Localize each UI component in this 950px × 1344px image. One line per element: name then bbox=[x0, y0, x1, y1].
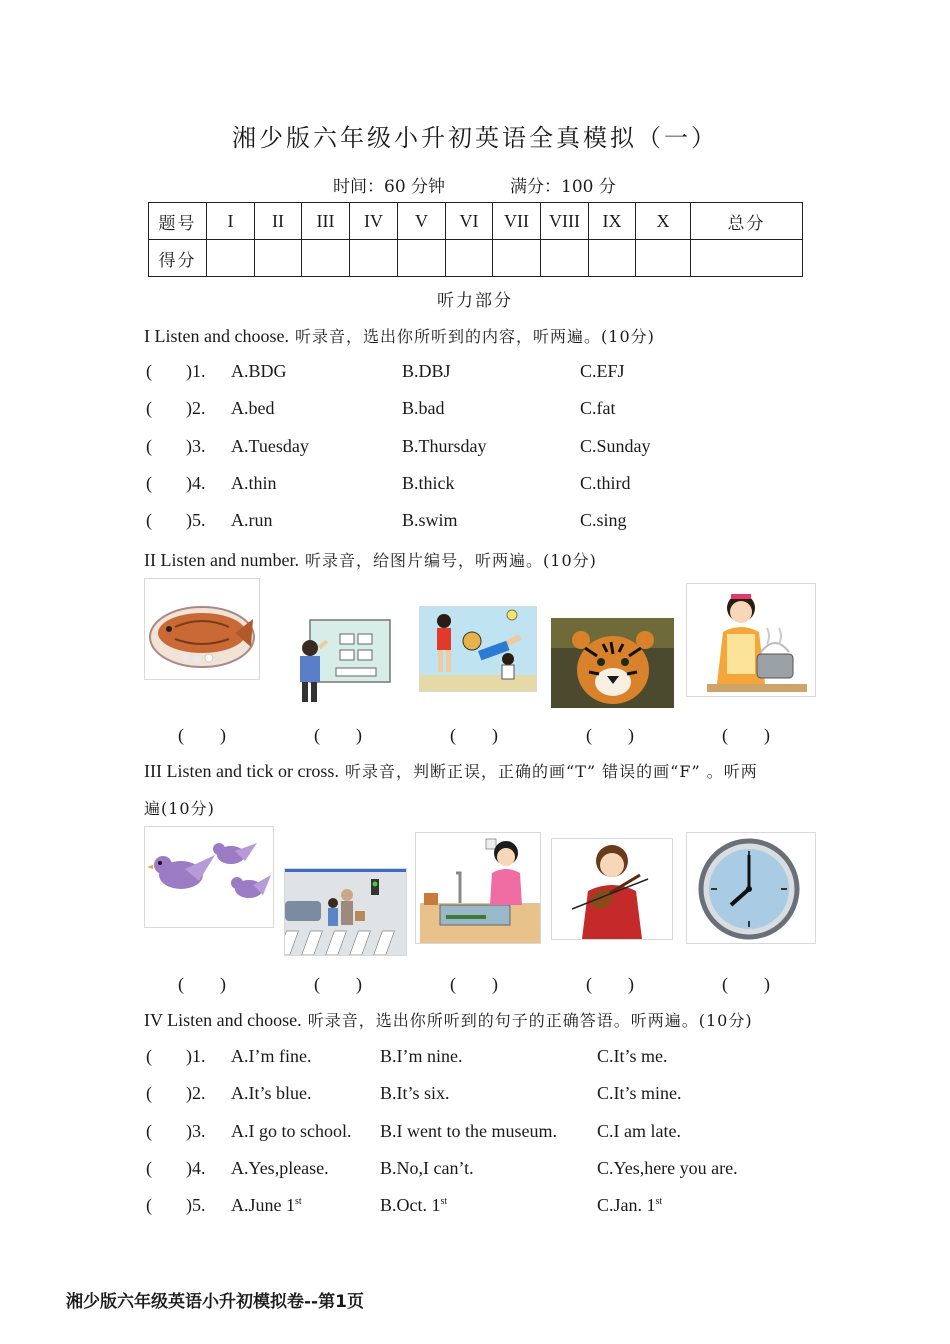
option-b bbox=[380, 1195, 447, 1216]
option-b: B.DBJ bbox=[402, 361, 451, 381]
answer-blank[interactable]: ( ) bbox=[586, 725, 634, 745]
kids-sports-picture bbox=[419, 606, 537, 692]
score-table-col-total: 总分 bbox=[691, 203, 803, 240]
answer-paren[interactable]: ( bbox=[146, 1121, 152, 1141]
section1-heading-cn: 听录音，选出你所听到的内容，听两遍。(10分) bbox=[288, 327, 655, 346]
tiger-picture bbox=[551, 618, 674, 708]
clock-picture bbox=[686, 832, 816, 944]
answer-blank[interactable]: ( ) bbox=[722, 725, 770, 745]
option-c bbox=[597, 1195, 662, 1216]
question-number: )3. bbox=[186, 1121, 206, 1141]
option-a: A.BDG bbox=[231, 361, 287, 381]
question-number: )1. bbox=[186, 1046, 206, 1066]
option-b: B.bad bbox=[402, 398, 445, 418]
score-cell[interactable] bbox=[493, 240, 541, 277]
option-a: A.Yes,please. bbox=[231, 1158, 329, 1178]
option-c: C.I am late. bbox=[597, 1121, 681, 1141]
score-table-score-row bbox=[149, 240, 803, 277]
fish-dish-picture bbox=[144, 578, 260, 680]
score-cell[interactable] bbox=[636, 240, 691, 277]
ordinal-suffix: st bbox=[295, 1196, 302, 1207]
score-cell[interactable] bbox=[255, 240, 302, 277]
answer-paren[interactable]: ( bbox=[146, 1195, 152, 1215]
listening-heading: 听力部分 bbox=[437, 291, 513, 311]
section3-heading bbox=[144, 759, 758, 782]
answer-paren[interactable]: ( bbox=[146, 1046, 152, 1066]
score-cell[interactable] bbox=[541, 240, 589, 277]
score-table-col: IV bbox=[350, 203, 398, 240]
answer-paren[interactable]: ( bbox=[146, 473, 152, 493]
girl-washing-picture bbox=[415, 832, 541, 944]
option-b-text: B.Oct. 1 bbox=[380, 1195, 441, 1215]
option-b: B.thick bbox=[402, 473, 455, 493]
option-c: C.third bbox=[580, 473, 631, 493]
option-c: C.fat bbox=[580, 398, 616, 418]
girl-violin-picture bbox=[551, 838, 673, 940]
score-table-col: III bbox=[302, 203, 350, 240]
option-a: A.run bbox=[231, 510, 273, 530]
section4-heading-en: IV Listen and choose. bbox=[144, 1010, 302, 1030]
answer-paren[interactable]: ( bbox=[146, 361, 152, 381]
score-table bbox=[148, 202, 803, 277]
score-cell[interactable] bbox=[207, 240, 255, 277]
option-b: B.I went to the museum. bbox=[380, 1121, 557, 1141]
ordinal-suffix: st bbox=[655, 1196, 663, 1207]
score-cell[interactable] bbox=[589, 240, 636, 277]
page-footer: 湘少版六年级英语小升初模拟卷--第1页 bbox=[66, 1292, 364, 1312]
section3-heading-cn2: 遍(10分) bbox=[144, 799, 215, 818]
option-a-text: A.June 1 bbox=[231, 1195, 295, 1215]
question-number: )1. bbox=[186, 361, 206, 381]
option-a: A.bed bbox=[231, 398, 275, 418]
score-cell[interactable] bbox=[691, 240, 803, 277]
answer-blank[interactable]: ( ) bbox=[450, 974, 498, 994]
option-b: B.I’m nine. bbox=[380, 1046, 463, 1066]
answer-blank[interactable]: ( ) bbox=[450, 725, 498, 745]
option-b: B.Thursday bbox=[402, 436, 487, 456]
answer-paren[interactable]: ( bbox=[146, 1083, 152, 1103]
ordinal-suffix: st bbox=[440, 1196, 448, 1207]
answer-paren[interactable]: ( bbox=[146, 1158, 152, 1178]
score-table-col: I bbox=[207, 203, 255, 240]
option-c: C.Sunday bbox=[580, 436, 651, 456]
question-number: )4. bbox=[186, 473, 206, 493]
option-c: C.sing bbox=[580, 510, 627, 530]
answer-paren[interactable]: ( bbox=[146, 510, 152, 530]
score-table-col: IX bbox=[589, 203, 636, 240]
answer-blank[interactable]: ( ) bbox=[178, 725, 226, 745]
answer-blank[interactable]: ( ) bbox=[314, 974, 362, 994]
option-c: C.Yes,here you are. bbox=[597, 1158, 738, 1178]
score-cell[interactable] bbox=[446, 240, 493, 277]
option-c-text: C.Jan. 1 bbox=[597, 1195, 656, 1215]
score-cell[interactable] bbox=[350, 240, 398, 277]
section3-heading-en: III Listen and tick or cross. bbox=[144, 761, 339, 781]
score-table-col: V bbox=[398, 203, 446, 240]
birds-picture bbox=[144, 826, 274, 928]
option-a: A.I go to school. bbox=[231, 1121, 352, 1141]
section4-heading-cn: 听录音，选出你所听到的句子的正确答语。听两遍。(10分) bbox=[301, 1011, 753, 1030]
score-table-col: II bbox=[255, 203, 302, 240]
question-number: )2. bbox=[186, 398, 206, 418]
section3-heading-cn: 听录音，判断正误，正确的画“T” 错误的画“F” 。听两 bbox=[338, 762, 758, 781]
option-a: A.thin bbox=[231, 473, 277, 493]
section2-heading-en: II Listen and number. bbox=[144, 550, 299, 570]
option-a: A.I’m fine. bbox=[231, 1046, 312, 1066]
boy-at-board-picture bbox=[296, 616, 392, 704]
option-c: C.It’s me. bbox=[597, 1046, 668, 1066]
answer-blank[interactable]: ( ) bbox=[178, 974, 226, 994]
exam-time: 时间：60 分钟 bbox=[333, 177, 446, 197]
section3-heading-cont bbox=[144, 796, 215, 819]
option-a bbox=[231, 1195, 302, 1216]
section1-heading bbox=[144, 324, 655, 347]
option-c: C.It’s mine. bbox=[597, 1083, 682, 1103]
crossing-street-picture bbox=[284, 868, 407, 956]
score-cell[interactable] bbox=[398, 240, 446, 277]
question-number: )4. bbox=[186, 1158, 206, 1178]
option-c: C.EFJ bbox=[580, 361, 625, 381]
section2-heading-cn: 听录音，给图片编号，听两遍。(10分) bbox=[298, 551, 597, 570]
score-table-row-label: 题号 bbox=[149, 203, 207, 240]
question-number: )5. bbox=[186, 1195, 206, 1215]
section2-heading bbox=[144, 548, 597, 571]
score-table-col: X bbox=[636, 203, 691, 240]
question-number: )3. bbox=[186, 436, 206, 456]
score-table-col: VII bbox=[493, 203, 541, 240]
exam-full-score: 满分：100 分 bbox=[510, 177, 616, 197]
option-a: A.Tuesday bbox=[231, 436, 309, 456]
option-b: B.No,I can’t. bbox=[380, 1158, 474, 1178]
option-a: A.It’s blue. bbox=[231, 1083, 312, 1103]
score-table-col: VI bbox=[446, 203, 493, 240]
score-table-col: VIII bbox=[541, 203, 589, 240]
option-b: B.swim bbox=[402, 510, 458, 530]
girl-cooking-picture bbox=[686, 583, 816, 697]
score-table-header-row bbox=[149, 203, 803, 240]
question-number: )2. bbox=[186, 1083, 206, 1103]
answer-blank[interactable]: ( ) bbox=[586, 974, 634, 994]
score-table-row-label: 得分 bbox=[149, 240, 207, 277]
question-number: )5. bbox=[186, 510, 206, 530]
option-b: B.It’s six. bbox=[380, 1083, 450, 1103]
score-cell[interactable] bbox=[302, 240, 350, 277]
page-title: 湘少版六年级小升初英语全真模拟（一） bbox=[232, 124, 718, 152]
section1-heading-en: I Listen and choose. bbox=[144, 326, 289, 346]
answer-paren[interactable]: ( bbox=[146, 436, 152, 456]
section4-heading bbox=[144, 1008, 753, 1031]
answer-blank[interactable]: ( ) bbox=[314, 725, 362, 745]
answer-blank[interactable]: ( ) bbox=[722, 974, 770, 994]
answer-paren[interactable]: ( bbox=[146, 398, 152, 418]
